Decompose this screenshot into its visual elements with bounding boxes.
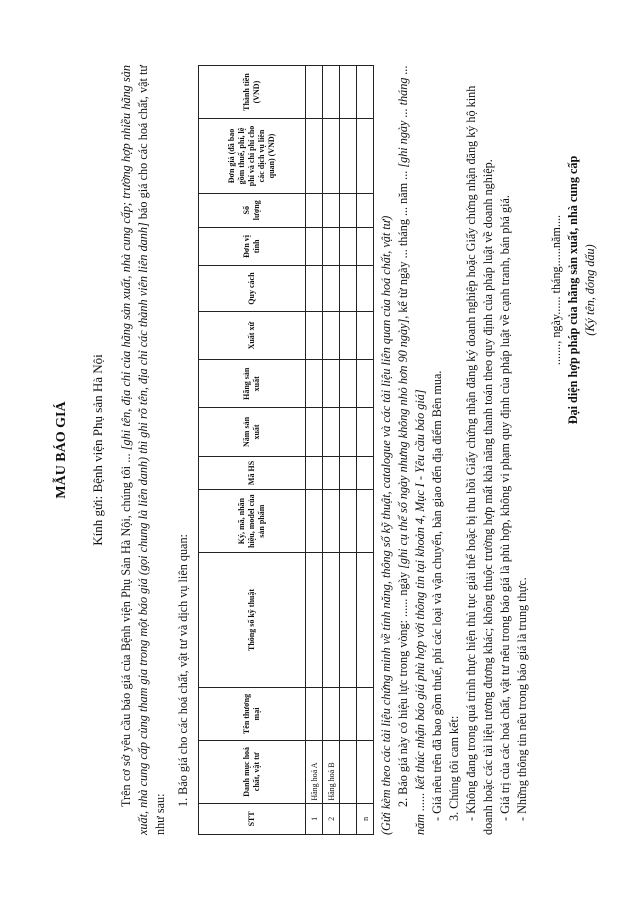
col-packaging: Quy cách bbox=[199, 266, 306, 312]
table-row bbox=[323, 66, 340, 835]
col-origin: Xuất xứ bbox=[199, 311, 306, 359]
row-item bbox=[340, 741, 357, 804]
document-title: MẪU BÁO GIÁ bbox=[54, 401, 69, 499]
intro-italic-note: [ghi tên, địa chỉ của hãng sản xuất, nhà cung cấp; trường hợp nhiều hãng sản xuất, nhà cung cấp cùng tham gia trong một báo giá (gọi chung là liên danh) thì ghi rõ tên, địa chỉ các thành viên liên danh] bbox=[119, 65, 150, 835]
item-2-text-b: , kể từ ngày ... tháng ... năm ... bbox=[396, 167, 410, 319]
table-header-row bbox=[199, 66, 306, 835]
row-stt: 2 bbox=[323, 803, 340, 834]
commitment-3: - Những thông tin nêu trong báo giá là trung thực. bbox=[515, 577, 529, 821]
legal-representative: Đại diện hợp pháp của hãng sản xuất, nhà cung cấp bbox=[566, 155, 580, 425]
row-stt: 1 bbox=[306, 803, 323, 834]
table-row bbox=[340, 66, 357, 835]
col-trade-name: Tên thương mại bbox=[199, 687, 306, 740]
col-quantity: Số lượng bbox=[199, 193, 306, 227]
col-year: Năm sản xuất bbox=[199, 408, 306, 456]
signature-block bbox=[548, 145, 599, 435]
item-3: 3. Chúng tôi cam kết: bbox=[447, 715, 461, 821]
row-stt bbox=[340, 803, 357, 834]
sign-instruction: (Ký tên, đóng dấu) bbox=[583, 244, 597, 336]
commitment-1: - Không đang trong quá trình thực hiện thủ tục giải thể hoặc bị thu hồi Giấy chứng nhận đăng ký doanh nghiệp hoặc Giấy chứng nhận đăng ký hộ kinh doanh hoặc các tài liệu tương đương khác; không thuộc trường hợp mất khả năng thanh toán theo quy định của pháp luật về doanh nghiệp. bbox=[464, 85, 495, 835]
quote-table bbox=[198, 65, 374, 835]
col-unit: Đơn vị tính bbox=[199, 227, 306, 266]
item-2-text: 2. Báo giá này có hiệu lực trong vòng: ...... ngày bbox=[396, 568, 410, 807]
intro-text-2: báo giá cho các hoá chất, vật tư như sau: bbox=[136, 64, 167, 835]
col-stt: STT bbox=[199, 803, 306, 834]
item-2 bbox=[395, 65, 429, 835]
document-body bbox=[48, 65, 531, 835]
table-row bbox=[357, 66, 374, 835]
row-stt: n bbox=[357, 803, 374, 834]
col-specs: Thông số kỹ thuật bbox=[199, 552, 306, 687]
row-item: Hãng hoá A bbox=[306, 741, 323, 804]
row-item: Hãng hoá B bbox=[323, 741, 340, 804]
recipient-line: Kính gửi: Bệnh viện Phụ sản Hà Nội bbox=[90, 354, 105, 546]
intro-paragraph bbox=[118, 65, 169, 835]
col-model: Ký, mã, nhãn hiệu, model của sản phẩm bbox=[199, 490, 306, 553]
table-row bbox=[306, 66, 323, 835]
commitment-2: - Giá trị của các hoá chất, vật tư nêu trong báo giá là phù hợp, không vi phạm quy định của pháp luật về cạnh tranh, bán phá giá. bbox=[498, 195, 512, 821]
price-note: - Giá nêu trên đã bao gồm thuế, phí các loại và vận chuyển, bàn giao đến địa điểm Bên mua. bbox=[430, 370, 444, 821]
item-1: 1. Báo giá cho các hoá chất, vật tư và dịch vụ liên quan: bbox=[176, 534, 190, 807]
col-manufacturer: Hãng sản xuất bbox=[199, 360, 306, 408]
col-hs-code: Mã HS bbox=[199, 456, 306, 490]
item-2-italic-b: [ghi ngày ... tháng ... năm ...... kết thúc nhận báo giá phù hợp với thông tin tại khoản 4, Mục I - Yêu cầu báo giá] bbox=[396, 65, 427, 835]
attachment-note: (Gửi kèm theo các tài liệu chứng minh về tính năng, thông số kỹ thuật, catalogue và các tài liệu liên quan của hoá chất, vật tư) bbox=[379, 215, 393, 835]
item-2-italic: [ghi cụ thể số ngày nhưng không nhỏ hơn 90 ngày] bbox=[396, 318, 410, 569]
col-item-list: Danh mục hoá chất, vật tư bbox=[199, 741, 306, 804]
intro-text-1: Trên cơ sở yêu cầu báo giá của Bệnh viện Phụ Sản Hà Nội, chúng tôi ... bbox=[119, 450, 133, 807]
col-total: Thành tiền (VND) bbox=[199, 66, 306, 119]
sign-date: ......., ngày...... tháng......năm.... bbox=[549, 214, 563, 366]
row-item bbox=[357, 741, 374, 804]
col-unit-price: Đơn giá (đã bao gồm thuế, phí, lệ phí và chi phí cho các dịch vụ liên quan) (VND) bbox=[199, 119, 306, 194]
